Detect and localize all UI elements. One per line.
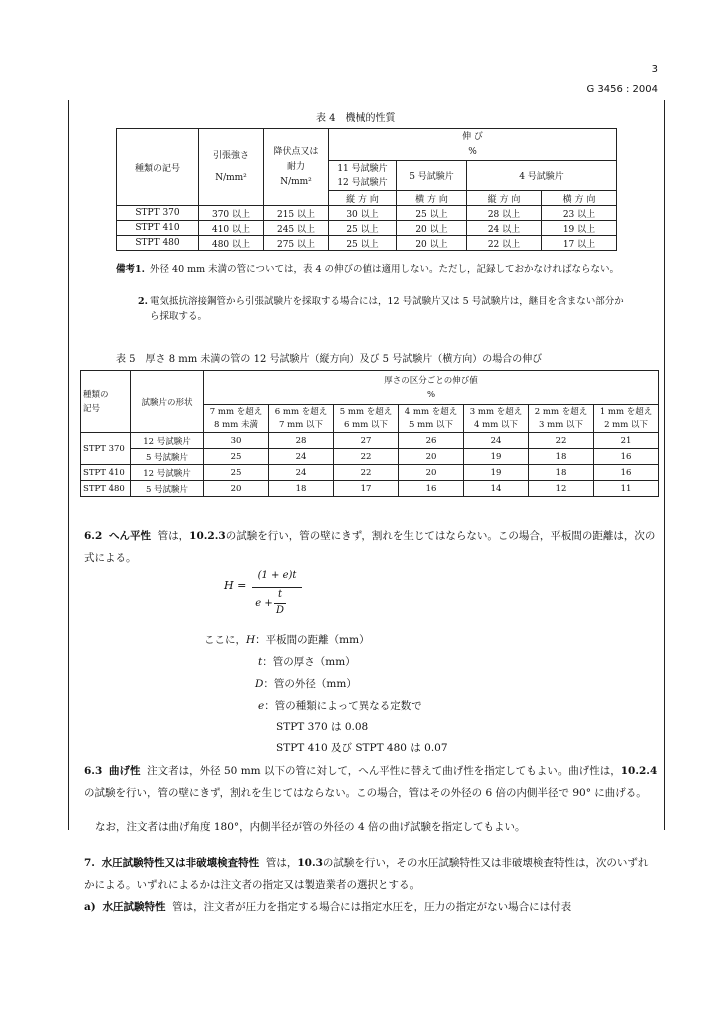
t5-cell: 17	[334, 481, 399, 497]
t4-cell: 245 以上	[264, 221, 329, 236]
def-e	[258, 698, 422, 713]
t4-cell: 25 以上	[329, 236, 397, 251]
def-H	[204, 632, 370, 647]
revision-bar-right	[664, 100, 665, 830]
table-row	[117, 236, 617, 251]
s62-title: へん平性	[108, 530, 151, 542]
t4-h-kind: 種類の記号	[117, 129, 199, 206]
t4-h-yield-3: N/mm²	[280, 176, 312, 187]
t5-cell: 25	[204, 449, 269, 465]
t4-cell: 275 以上	[264, 236, 329, 251]
t4-cell: 24 以上	[467, 221, 542, 236]
t4-h-elong-2: %	[468, 146, 477, 157]
t5-h-kind: 種類の 記号	[81, 371, 131, 433]
s63-text-b: の試験を行い，管の壁にきず，割れを生じてはならない。この場合，管はその外径の 6 倍の内側半径で 90° に曲げる。	[84, 787, 647, 799]
t4-cell: 20 以上	[397, 221, 467, 236]
remark-2-text: 電気抵抗溶接鋼管から引張試験片を採取する場合には，12 号試験片又は 5 号試験片は，継目を含まない部分から採取する。	[150, 296, 624, 322]
table-row	[117, 221, 617, 236]
t5-range	[594, 405, 659, 433]
table4	[116, 128, 617, 251]
table5-caption: 表 5 厚さ 8 mm 未満の管の 12 号試験片（縦方向）及び 5 号試験片（横方向）の場合の伸び	[116, 354, 543, 365]
t5-spec: 12 号試験片	[131, 433, 204, 449]
t5-kind: STPT 370	[81, 433, 131, 465]
def-t-text: ：管の厚さ（mm）	[262, 656, 356, 668]
s63-num: 6.3	[84, 765, 103, 777]
def-e-sym: e	[258, 700, 265, 712]
t4-h-yield-1: 降伏点又は	[273, 146, 319, 157]
table-row	[81, 465, 659, 481]
t5-cell: 20	[204, 481, 269, 497]
t5-cell: 27	[334, 433, 399, 449]
t4-h-spec-5: 5 号試験片	[397, 161, 467, 191]
s7a-num: a)	[84, 901, 96, 913]
s62-text-a: 管は，	[157, 530, 190, 542]
t4-cell: 480 以上	[199, 236, 264, 251]
t4-cell: 23 以上	[542, 206, 617, 221]
s62-text-b: の試験を行い，管の壁にきず，割れを生じてはならない。この場合，平板間の距離は，次の式による。	[84, 530, 656, 564]
t5-range-lo: 6 mm を超え	[274, 406, 328, 417]
t4-h-dir-long: 縦 方 向	[329, 191, 397, 206]
page-number: 3	[651, 64, 658, 75]
t4-cell: 410 以上	[199, 221, 264, 236]
t5-range-lo: 2 mm を超え	[534, 406, 588, 417]
section-7	[84, 852, 658, 896]
t5-cell: 20	[399, 465, 464, 481]
t5-cell: 22	[334, 465, 399, 481]
def-e-value-2: STPT 410 及び STPT 480 は 0.07	[276, 742, 448, 754]
t5-range-hi: 8 mm 未満	[214, 419, 258, 430]
s63-note: なお，注文者は曲げ角度 180°，内側半径が管の外径の 4 倍の曲げ試験を指定してもよい。	[95, 821, 526, 833]
t5-cell: 30	[204, 433, 269, 449]
t5-cell: 18	[269, 481, 334, 497]
t4-cell: 30 以上	[329, 206, 397, 221]
table5	[80, 370, 659, 497]
s7-text-b: の試験を行い，その水圧試験特性又は非破壊検査特性は，次のいずれかによる。いずれによるかは注文者の指定又は製造業者の選択とする。	[84, 857, 649, 891]
t5-cell: 12	[529, 481, 594, 497]
t5-range-lo: 5 mm を超え	[339, 406, 393, 417]
t5-range-hi: 3 mm 以下	[539, 419, 583, 430]
s7-text-a: 管は，	[265, 857, 298, 869]
t5-range-hi: 4 mm 以下	[474, 419, 518, 430]
t4-h-tensile	[199, 129, 264, 206]
t5-h-shape: 試験片の形状	[131, 371, 204, 433]
s63-ref: 10.2.4	[620, 765, 658, 777]
def-H-sym: H	[246, 634, 256, 646]
formula-fraction-bar	[252, 587, 302, 588]
t4-h-spec-4: 4 号試験片	[467, 161, 617, 191]
t4-cell: 370 以上	[199, 206, 264, 221]
t4-h-dir-long: 縦 方 向	[467, 191, 542, 206]
t5-cell: 21	[594, 433, 659, 449]
t5-kind: STPT 480	[81, 481, 131, 497]
t5-h-elong-1: 厚さの区分ごとの伸び値	[384, 375, 478, 386]
def-D-text: ：管の外径（mm）	[263, 678, 357, 690]
t5-cell: 22	[334, 449, 399, 465]
s7-title: 水圧試験特性又は非破壊検査特性	[101, 857, 260, 869]
t5-cell: 19	[464, 465, 529, 481]
t5-h-elong-2: %	[427, 389, 436, 400]
t4-h-dir-trans: 横 方 向	[397, 191, 467, 206]
t4-cell: 20 以上	[397, 236, 467, 251]
table4-caption: 表 4 機械的性質	[316, 113, 396, 124]
s62-num: 6.2	[84, 530, 103, 542]
t4-h-elong	[329, 129, 617, 161]
standard-id: G 3456 : 2004	[586, 84, 658, 95]
t4-h-tensile-1: 引張強さ	[212, 151, 249, 161]
t5-cell: 22	[529, 433, 594, 449]
section-7a	[84, 896, 658, 918]
formula-numerator: (1 + e)t	[257, 570, 297, 581]
t4-h-yield	[264, 129, 329, 206]
remark-1	[116, 262, 624, 277]
def-H-text: ：平板間の距離（mm）	[255, 634, 370, 646]
def-D	[255, 676, 357, 691]
s7-num: 7.	[84, 857, 95, 869]
t4-h-spec-11-12: 11 号試験片 12 号試験片	[329, 161, 397, 191]
s63-text-a: 注文者は，外径 50 mm 以下の管に対して，へん平性に替えて曲げ性を指定してもよい。曲げ性は，	[147, 765, 621, 777]
t4-h-dir-trans: 横 方 向	[542, 191, 617, 206]
s7a-text: 管は，注文者が圧力を指定する場合には指定水圧を，圧力の指定がない場合には付表	[172, 901, 572, 913]
t5-range	[464, 405, 529, 433]
t4-cell: 19 以上	[542, 221, 617, 236]
defs-intro: ここに，	[204, 634, 246, 646]
revision-bar-left	[68, 100, 69, 830]
section-6-2	[84, 525, 658, 569]
t5-range-lo: 4 mm を超え	[404, 406, 458, 417]
t5-range-hi: 6 mm 以下	[344, 419, 388, 430]
table-row	[81, 433, 659, 449]
t5-range-hi: 7 mm 以下	[279, 419, 323, 430]
table-row	[117, 206, 617, 221]
s7-ref: 10.3	[297, 857, 323, 869]
t5-cell: 18	[529, 449, 594, 465]
section-6-3	[84, 760, 658, 804]
t5-cell: 16	[594, 465, 659, 481]
remark-1-num: 備考1.	[116, 264, 145, 275]
t5-spec: 5 号試験片	[131, 481, 204, 497]
t4-cell: 25 以上	[329, 221, 397, 236]
s62-ref: 10.2.3	[189, 530, 226, 542]
table-row	[81, 481, 659, 497]
formula-den-top: t	[277, 589, 283, 600]
t5-h-elong	[204, 371, 659, 405]
t5-range-hi: 5 mm 以下	[409, 419, 453, 430]
t5-spec: 12 号試験片	[131, 465, 204, 481]
t4-cell: STPT 480	[117, 236, 199, 251]
remark-1-text: 外径 40 mm 未満の管については，表 4 の伸びの値は適用しない。ただし，記録しておかなければならない。	[150, 264, 620, 275]
t5-range-lo: 1 mm を超え	[599, 406, 653, 417]
t5-range	[204, 405, 269, 433]
t5-cell: 25	[204, 465, 269, 481]
formula-den-bottom: D	[275, 605, 285, 616]
def-e-text: ：管の種類によって異なる定数で	[264, 700, 422, 712]
t5-cell: 16	[399, 481, 464, 497]
t5-kind: STPT 410	[81, 465, 131, 481]
def-t	[258, 654, 356, 669]
t5-range	[399, 405, 464, 433]
t4-cell: STPT 370	[117, 206, 199, 221]
t5-cell: 11	[594, 481, 659, 497]
t5-range	[529, 405, 594, 433]
t5-cell: 19	[464, 449, 529, 465]
def-e-value-1: STPT 370 は 0.08	[276, 721, 369, 733]
t4-cell: 17 以上	[542, 236, 617, 251]
t4-h-yield-2: 耐力	[286, 161, 305, 172]
t5-range-lo: 7 mm を超え	[209, 406, 263, 417]
t4-cell: 215 以上	[264, 206, 329, 221]
formula-small-bar	[274, 603, 286, 604]
table-row	[81, 449, 659, 465]
formula-den-prefix: e +	[255, 598, 273, 609]
t5-cell: 14	[464, 481, 529, 497]
t4-h-tensile-2: N/mm²	[215, 173, 247, 183]
t5-cell: 24	[269, 449, 334, 465]
t5-cell: 16	[594, 449, 659, 465]
t5-cell: 20	[399, 449, 464, 465]
t4-cell: 22 以上	[467, 236, 542, 251]
t5-cell: 18	[529, 465, 594, 481]
t5-cell: 26	[399, 433, 464, 449]
def-D-sym: D	[255, 678, 264, 690]
t4-cell: 25 以上	[397, 206, 467, 221]
def-t-sym: t	[258, 656, 263, 668]
formula-lhs: H =	[224, 579, 247, 592]
t5-range	[334, 405, 399, 433]
remark-2	[116, 294, 624, 324]
t5-cell: 28	[269, 433, 334, 449]
t5-cell: 24	[464, 433, 529, 449]
t4-cell: 28 以上	[467, 206, 542, 221]
t5-cell: 24	[269, 465, 334, 481]
t4-h-elong-1: 伸 び	[462, 131, 483, 142]
t5-range-hi: 2 mm 以下	[604, 419, 648, 430]
t5-spec: 5 号試験片	[131, 449, 204, 465]
s63-title: 曲げ性	[108, 765, 141, 777]
t4-cell: STPT 410	[117, 221, 199, 236]
s7a-title: 水圧試験特性	[102, 901, 166, 913]
t5-range-lo: 3 mm を超え	[469, 406, 523, 417]
remark-2-num: 2.	[138, 296, 148, 307]
t5-range	[269, 405, 334, 433]
